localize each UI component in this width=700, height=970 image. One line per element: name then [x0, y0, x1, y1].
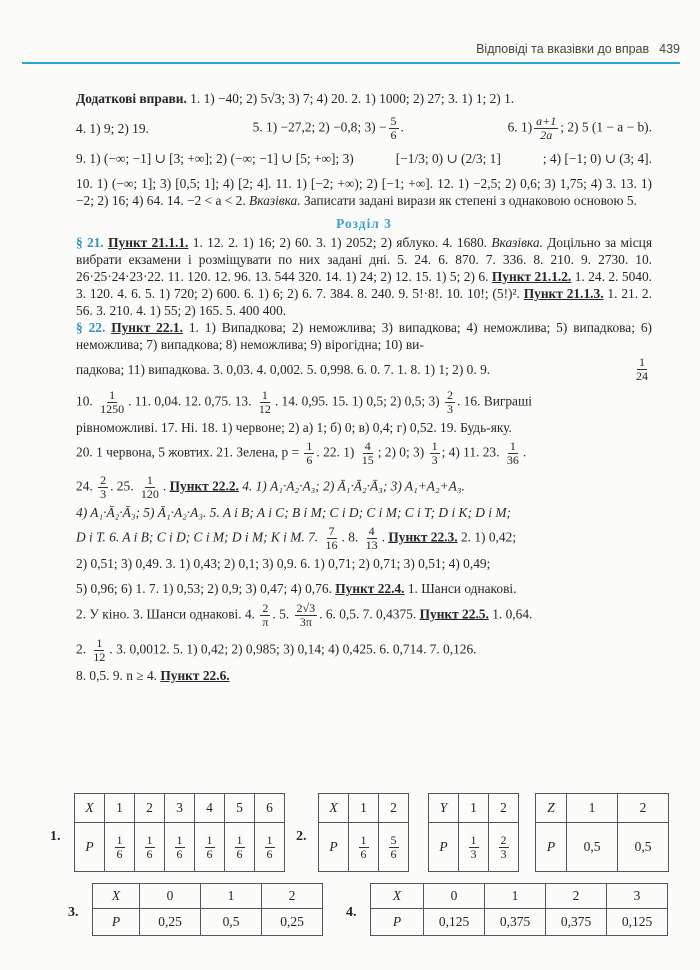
dod-text-2c: 6. 1) [507, 119, 533, 135]
header-rule [22, 62, 680, 64]
fraction: $\frac{2}{3}$ [446, 387, 453, 416]
section-title: Розділ 3 [336, 216, 392, 231]
table-4-label: 4. [346, 905, 357, 920]
fraction: $\frac{1}{36}$ [506, 438, 519, 467]
table-1-label: 1. [50, 829, 61, 844]
running-title: Відповіді та вказівки до вправ [476, 42, 650, 56]
fraction: $\frac{a+1}{2a}$ [536, 114, 557, 142]
s22-line-17: 5) 0,96; 6) 1. 7. 1) 0,53; 2) 0,9; 3) 0,47; 4) 0,76. Пункт 22.4. 1. Шанси однакові. [76, 581, 517, 596]
table-1: X 1 2 3 4 5 6 P $\frac{1}{6}$ $\frac{1}{6}$ $\frac{1}{6}$ $\frac{1}{6}$ $\frac{1}{6}$ $\frac{1}{6}$ [74, 793, 285, 872]
table-3: X 0 1 2 P 0,25 0,5 0,25 [92, 883, 323, 936]
s22-line-18: 2. У кіно. 3. Шанси однакові. 4. $\frac{2}{\pi}$ . 5. $\frac{2√3}{3\pi}$ . 6. 0,5. 7. 0,4375. Пункт 22.5. 1. 0,64. [76, 600, 533, 629]
fraction: $\frac{1}{24}$ [636, 354, 648, 383]
fraction: $\frac{4}{15}$ [361, 438, 374, 467]
table-2c: Z 1 2 P 0,5 0,5 [535, 793, 669, 872]
page-header [0, 0, 700, 66]
fraction: $\frac{2}{3}$ [100, 472, 107, 501]
running-head [476, 42, 680, 56]
fraction: $\frac{1}{1250}$ [100, 387, 125, 416]
dod-text-2b: 5. 1) −27,2; 2) −0,8; 3) − [252, 119, 387, 135]
s22-line-10: 10. $\frac{1}{1250}$ . 11. 0,04. 12. 0,75. 13. $\frac{1}{12}$ . 14. 0,95. 15. 1) 0,5; 2) 0,5; 3) $\frac{2}{3}$ . 16. Виграші [76, 387, 533, 416]
s21-paragraph: § 21. Пункт 21.1.1. 1. 12. 2. 1) 16; 2) 60. 3. 1) 2052; 2) яблуко. 4. 1680. Вказівка. Доцільно за місця вибрати екзамени і розміщувати по них задані дні. 5. 24. 6. 870. 7. 336. 8. 210. 9. 2730. 10. 26·25·24·23·22. 11. 120. 12. 96. 13. 544 320. 14. 1) 24; 2) 12. 15. 1) 5; 2) 6. Пункт 21.1.2. 1. 24. 2. 5040. 3. 120. 4. 6. 5. 1) 720; 2) 600. 6. 1) 6; 2) 6. 7. 384. 8. 240. 9. 5!·8!. 10. 10!; (5!)². Пункт 21.1.3. 1. 21. 2. 56. 3. 210. 4. 1) 55; 2) 165. 5. 400 400. [76, 235, 653, 318]
fraction: $\frac{1}{120}$ [140, 472, 159, 501]
s22-line-13: 24. $\frac{2}{3}$ . 25. $\frac{1}{120}$ . Пункт 22.2. 4. 1) A₁·A₂·A₃; 2) Ā₁·Ā₂·Ā₃; 3) A₁+A₂+A₃. [76, 472, 465, 501]
s22-line-pad: падкова; 11) випадкова. 3. 0,03. 4. 0,002. 5. 0,998. 6. 0. 7. 1. 8. 1) 1; 2) 0. 9. $\frac{1}{24}$ [76, 354, 648, 383]
fraction: $\frac{1}{3}$ [431, 438, 438, 467]
fraction: $\frac{1}{12}$ [258, 387, 271, 416]
fraction: $\frac{7}{16}$ [325, 523, 338, 552]
dod-line-3 [76, 150, 652, 167]
dod-line-2: 4. 1) 9; 2) 19. 5. 1) −27,2; 2) −0,8; 3) − $\frac{5}{6}$ . 6. 1) $\frac{a+1}{2a}$ ; 2) 5 (1 − a − b). [76, 114, 652, 142]
dod-label: Додаткові вправи. [76, 91, 187, 106]
s22-line-14: 4) A₁·Ā₂·Ā₃; 5) Ā₁·A₂·A₃. 5. A і B; A і C; B і M; C і D; C і M; C і T; D і K; D і M; [76, 505, 511, 520]
s22-line-20: 8. 0,5. 9. n ≥ 4. Пункт 22.6. [76, 668, 230, 683]
dod-interval: [−1/3; 0) ∪ (2/3; 1] [395, 151, 501, 166]
table-4: X 0 1 2 3 P 0,125 0,375 0,375 0,125 [370, 883, 668, 936]
page-number: 439 [659, 42, 680, 56]
s22-line-11: рівноможливі. 17. Ні. 18. 1) червоне; 2) а) 1; б) 0; в) 0,4; г) 0,52. 19. Будь-яку. [76, 420, 512, 435]
s22-line-12: 20. 1 червона, 5 жовтих. 21. Зелена, p = $\frac{1}{6}$ . 22. 1) $\frac{4}{15}$ ; 2) 0; 3) $\frac{1}{3}$ ; 4) 11. 23. $\frac{1}{36}$ . [76, 438, 527, 467]
dod-text-2a: 4. 1) 9; 2) 19. [76, 121, 149, 136]
dod-line-1 [76, 90, 652, 107]
dod-text-1: 1. 1) −40; 2) 5√3; 3) 7; 4) 20. 2. 1) 1000; 2) 27; 3. 1) 1; 2) 1. [190, 91, 515, 106]
dod-para-4: 10. 1) (−∞; 1]; 3) [0,5; 1]; 4) [2; 4]. 11. 1) [−2; +∞); 2) [−1; +∞]. 12. 1) −2,5; 2) 0,6; 3) 1,75; 4) 3. 13. 1) −2; 2) 16; 4) 64. 14. −2 < a < 2. Вказівка. Записати задані вирази як степені з однаковою основою 5. [76, 176, 652, 208]
s22-line-19: 2. $\frac{1}{12}$ . 3. 0,0012. 5. 1) 0,42; 2) 0,985; 3) 0,14; 4) 0,425. 6. 0,714. 7. 0,126. [76, 635, 477, 664]
fraction: $\frac{2√3}{3\pi}$ [296, 600, 316, 629]
fraction: $\frac{4}{13}$ [365, 523, 378, 552]
table-3-label: 3. [68, 905, 79, 920]
table-2: X 1 2 P $\frac{1}{6}$ $\frac{5}{6}$ [318, 793, 409, 872]
dod-text-3c: ; 4) [−1; 0) ∪ (3; 4]. [542, 151, 652, 166]
dod-text-3a: 9. 1) (−∞; −1] ∪ [3; +∞]; 2) (−∞; −1] ∪ [5; +∞]; 3) [76, 151, 354, 166]
answers-content [76, 90, 652, 684]
s22-line-16: 2) 0,51; 3) 0,49. 3. 1) 0,43; 2) 0,1; 3) 0,9. 6. 1) 0,71; 2) 0,71; 3) 0,51; 4) 0,49; [76, 556, 491, 571]
fraction: $\frac{5}{6}$ [390, 114, 397, 142]
fraction: $\frac{1}{6}$ [306, 438, 313, 467]
s22-paragraph: § 22. Пункт 22.1. 1. 1) Випадкова; 2) неможлива; 3) випадкова; 4) неможлива; 5) випадкова; 6) неможлива; 7) випадкова; 8) неможлива; 9) вірогідна; 10) ви- [76, 320, 652, 352]
fraction: $\frac{2}{\pi}$ [262, 600, 269, 629]
fraction: $\frac{1}{12}$ [93, 635, 106, 664]
table-2-label: 2. [296, 829, 307, 844]
s22-line-15: D і T. 6. A і B; C і D; C і M; D і M; K і M. 7. $\frac{7}{16}$ . 8. $\frac{4}{13}$ . Пункт 22.3. 2. 1) 0,42; [76, 523, 516, 552]
table-2b: Y 1 2 P $\frac{1}{3}$ $\frac{2}{3}$ [428, 793, 519, 872]
